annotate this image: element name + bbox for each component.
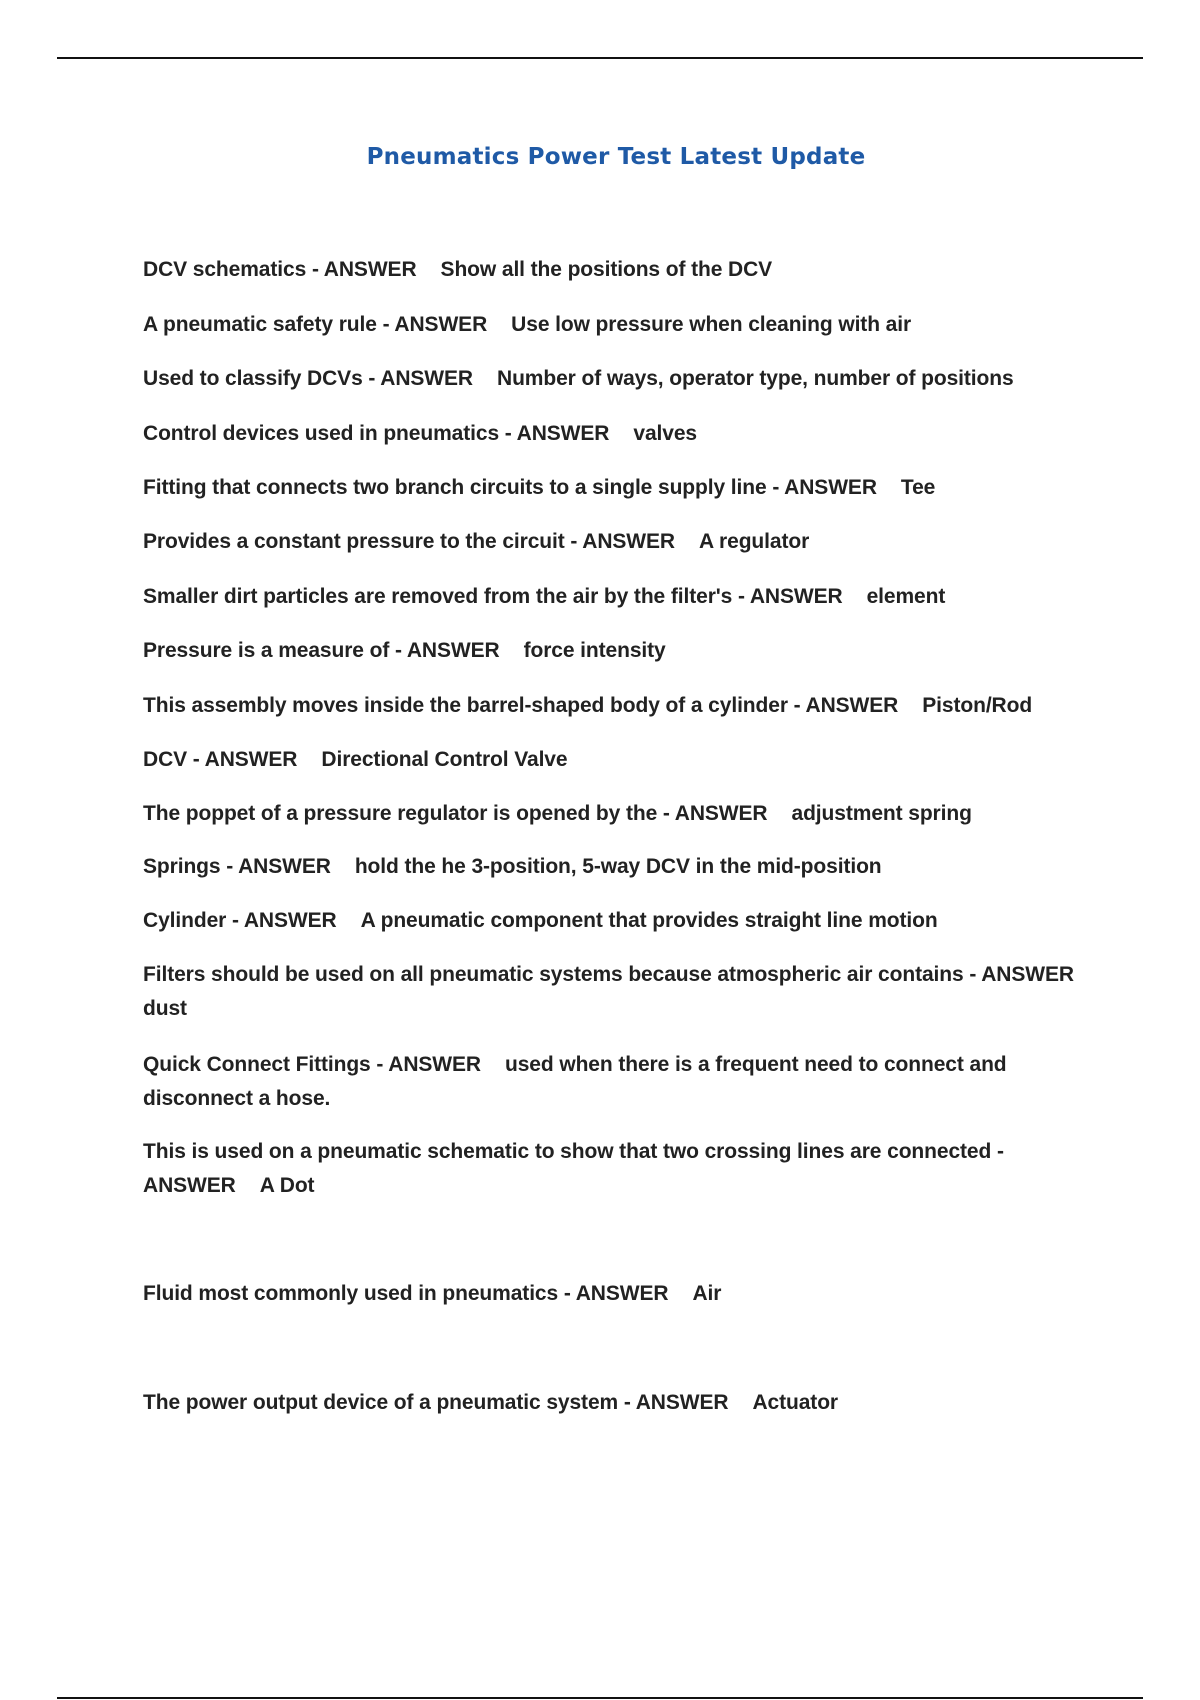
qa-item xyxy=(143,689,1083,723)
question: A pneumatic safety rule xyxy=(143,313,377,336)
qa-item xyxy=(143,471,1083,505)
footer-rule xyxy=(57,1697,1143,1699)
answer: element xyxy=(866,585,946,608)
question: Quick Connect Fittings xyxy=(143,1053,371,1076)
qa-item xyxy=(143,308,1083,342)
question: Pressure is a measure of xyxy=(143,639,390,662)
answer-label: - ANSWER xyxy=(368,367,473,390)
question: Cylinder xyxy=(143,909,227,932)
answer-label: - ANSWER xyxy=(226,855,331,878)
question: The power output device of a pneumatic system xyxy=(143,1391,619,1414)
qa-item xyxy=(143,904,1083,938)
qa-item xyxy=(143,850,1083,884)
question: Fluid most commonly used in pneumatics xyxy=(143,1282,559,1305)
answer-label: - ANSWER xyxy=(376,1053,481,1076)
qa-item: This is used on a pneumatic schematic to show that two crossing lines are connected - ANSWER A Dot xyxy=(143,1140,1004,1197)
question: Smaller dirt particles are removed from the air by the filter's xyxy=(143,585,733,608)
qa-item xyxy=(143,958,1083,1026)
answer-label: - ANSWER xyxy=(772,476,877,499)
answer: Directional Control Valve xyxy=(321,748,568,771)
answer-label: - ANSWER xyxy=(311,258,417,281)
answer-label: - ANSWER xyxy=(231,909,337,932)
answer-label: - ANSWER xyxy=(623,1391,729,1414)
answer: Piston/Rod xyxy=(922,694,1033,717)
answer: Number of ways, operator type, number of positions xyxy=(497,367,1014,390)
answer: adjustment spring xyxy=(791,802,972,825)
qa-item xyxy=(143,253,1083,287)
answer-label: - ANSWER xyxy=(662,802,768,825)
answer: hold the he 3-position, 5-way DCV in the mid-position xyxy=(354,855,882,878)
answer-label: - ANSWER xyxy=(793,694,899,717)
answer: Air xyxy=(692,1282,722,1305)
answer: Actuator xyxy=(752,1391,838,1414)
answer: valves xyxy=(633,422,698,445)
qa-item xyxy=(143,1277,1083,1311)
answer: Tee xyxy=(900,476,936,499)
qa-item xyxy=(143,1386,1083,1420)
question: DCV schematics xyxy=(143,258,307,281)
answer: force intensity xyxy=(523,639,666,662)
answer-label: - ANSWER xyxy=(570,530,676,553)
question: DCV xyxy=(143,748,188,771)
question: Used to classify DCVs xyxy=(143,367,363,390)
answer: dust xyxy=(143,997,187,1020)
answer: Show all the positions of the DCV xyxy=(440,258,773,281)
answer-label: - ANSWER xyxy=(738,585,843,608)
answer: used when there is a frequent need to connect and disconnect a hose. xyxy=(143,1053,1007,1110)
question: Springs xyxy=(143,855,221,878)
qa-item xyxy=(143,362,1083,396)
question: Provides a constant pressure to the circuit xyxy=(143,530,565,553)
header-rule xyxy=(57,57,1143,59)
question: Fitting that connects two branch circuits to a single supply line xyxy=(143,476,767,499)
qa-item xyxy=(143,634,1083,668)
question: Filters should be used on all pneumatic systems because atmospheric air contains xyxy=(143,963,964,986)
answer: A regulator xyxy=(699,530,810,553)
answer-label: - ANSWER xyxy=(395,639,500,662)
qa-item xyxy=(143,1048,1083,1116)
question: Control devices used in pneumatics xyxy=(143,422,500,445)
question: This is used on a pneumatic schematic to show that two crossing lines are connected xyxy=(143,1140,992,1163)
qa-item xyxy=(143,525,1083,559)
question: The poppet of a pressure regulator is opened by the xyxy=(143,802,658,825)
answer: A pneumatic component that provides straight line motion xyxy=(360,909,938,932)
answer-label: - ANSWER xyxy=(504,422,610,445)
qa-item xyxy=(143,580,1083,614)
answer-label: - ANSWER xyxy=(563,1282,669,1305)
document-title: Pneumatics Power Test Latest Update xyxy=(366,144,866,170)
question: This assembly moves inside the barrel-shaped body of a cylinder xyxy=(143,694,788,717)
answer: A Dot xyxy=(259,1174,315,1197)
answer-label: - ANSWER xyxy=(969,963,1074,986)
qa-item xyxy=(143,797,1083,831)
answer-label: ANSWER xyxy=(143,1174,236,1197)
answer-label: - ANSWER xyxy=(382,313,488,336)
qa-item xyxy=(143,743,1083,777)
answer: Use low pressure when cleaning with air xyxy=(511,313,912,336)
answer-label: - ANSWER xyxy=(192,748,298,771)
qa-item xyxy=(143,417,1083,451)
